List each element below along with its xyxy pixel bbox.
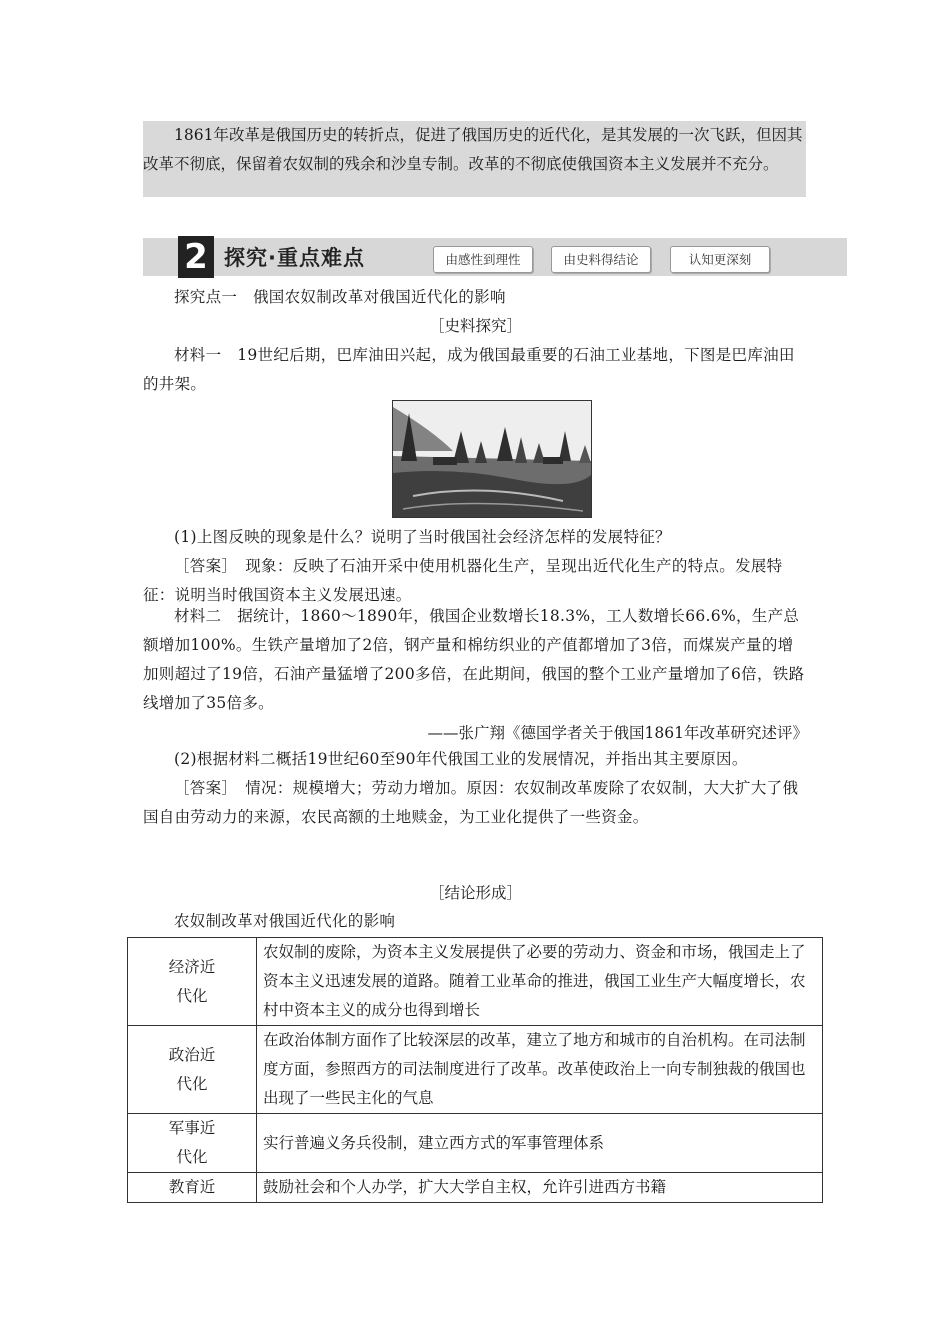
answer-one: ［答案］ 现象：反映了石油开采中使用机器化生产，呈现出近代化生产的特点。发展特征：说明当时俄国资本主义发展迅速。 (143, 557, 783, 604)
answer-two: ［答案］ 情况：规模增大；劳动力增加。原因：农奴制改革废除了农奴制，大大扩大了俄国自由劳动力的来源，农民高额的土地赎金，为工业化提供了一些资金。 (143, 779, 799, 826)
oil-derricks-image (392, 400, 592, 518)
table-title: 农奴制改革对俄国近代化的影响 (174, 912, 396, 930)
question-one: (1)上图反映的现象是什么？说明了当时俄国社会经济怎样的发展特征？ (174, 528, 671, 546)
material-two-source: ——张广翔《德国学者关于俄国1861年改革研究述评》 (427, 724, 808, 742)
material-two: 材料二 据统计，1860～1890年，俄国企业数增长18.3%，工人数增长66.6%，生产总额增加100%。生铁产量增加了2倍，钢产量和棉纺织业的产值都增加了3倍，而煤炭产量的增加则超过了19倍，石油产量猛增了200多倍，在此期间，俄国的整个工业产量增加了6倍，铁路线增加了35倍多。 (143, 607, 805, 712)
table-key-cell: 经济近 代化 (128, 938, 257, 1026)
table-row (128, 1173, 823, 1203)
history-heading: ［史料探究］ (428, 317, 522, 335)
banner-tag-historical: 由史料得结论 (551, 246, 651, 273)
conclusion-table (127, 937, 823, 1203)
banner-tag-perceptual: 由感性到理性 (433, 246, 533, 273)
section-title: 探究·重点难点 (224, 246, 365, 270)
banner-tag-deeper: 认知更深刻 (670, 246, 770, 273)
table-key-cell: 军事近 代化 (128, 1114, 257, 1173)
explore-point-heading: 探究点一 俄国农奴制改革对俄国近代化的影响 (174, 288, 506, 306)
table-key-cell: 教育近 (128, 1173, 257, 1203)
table-value-cell: 农奴制的废除，为资本主义发展提供了必要的劳动力、资金和市场，俄国走上了资本主义迅速发展的道路。随着工业革命的推进，俄国工业生产大幅度增长，农村中资本主义的成分也得到增长 (257, 938, 823, 1026)
table-value-cell: 实行普遍义务兵役制，建立西方式的军事管理体系 (257, 1114, 823, 1173)
conclusion-heading: ［结论形成］ (428, 884, 522, 902)
section-number-badge: 2 (178, 236, 214, 278)
table-key-cell: 政治近 代化 (128, 1026, 257, 1114)
table-value-cell: 在政治体制方面作了比较深层的改革，建立了地方和城市的自治机构。在司法制度方面，参照西方的司法制度进行了改革。改革使政治上一向专制独裁的俄国也出现了一些民主化的气息 (257, 1026, 823, 1114)
table-row (128, 1114, 823, 1173)
table-row (128, 1026, 823, 1114)
table-value-cell: 鼓励社会和个人办学，扩大大学自主权，允许引进西方书籍 (257, 1173, 823, 1203)
summary-paragraph: 1861年改革是俄国历史的转折点，促进了俄国历史的近代化，是其发展的一次飞跃，但因其改革不彻底，保留着农奴制的残余和沙皇专制。改革的不彻底使俄国资本主义发展并不充分。 (143, 126, 803, 173)
table-row (128, 938, 823, 1026)
material-one: 材料一 19世纪后期，巴库油田兴起，成为俄国最重要的石油工业基地，下图是巴库油田的井架。 (143, 346, 795, 393)
question-two: (2)根据材料二概括19世纪60至90年代俄国工业的发展情况，并指出其主要原因。 (174, 750, 748, 768)
